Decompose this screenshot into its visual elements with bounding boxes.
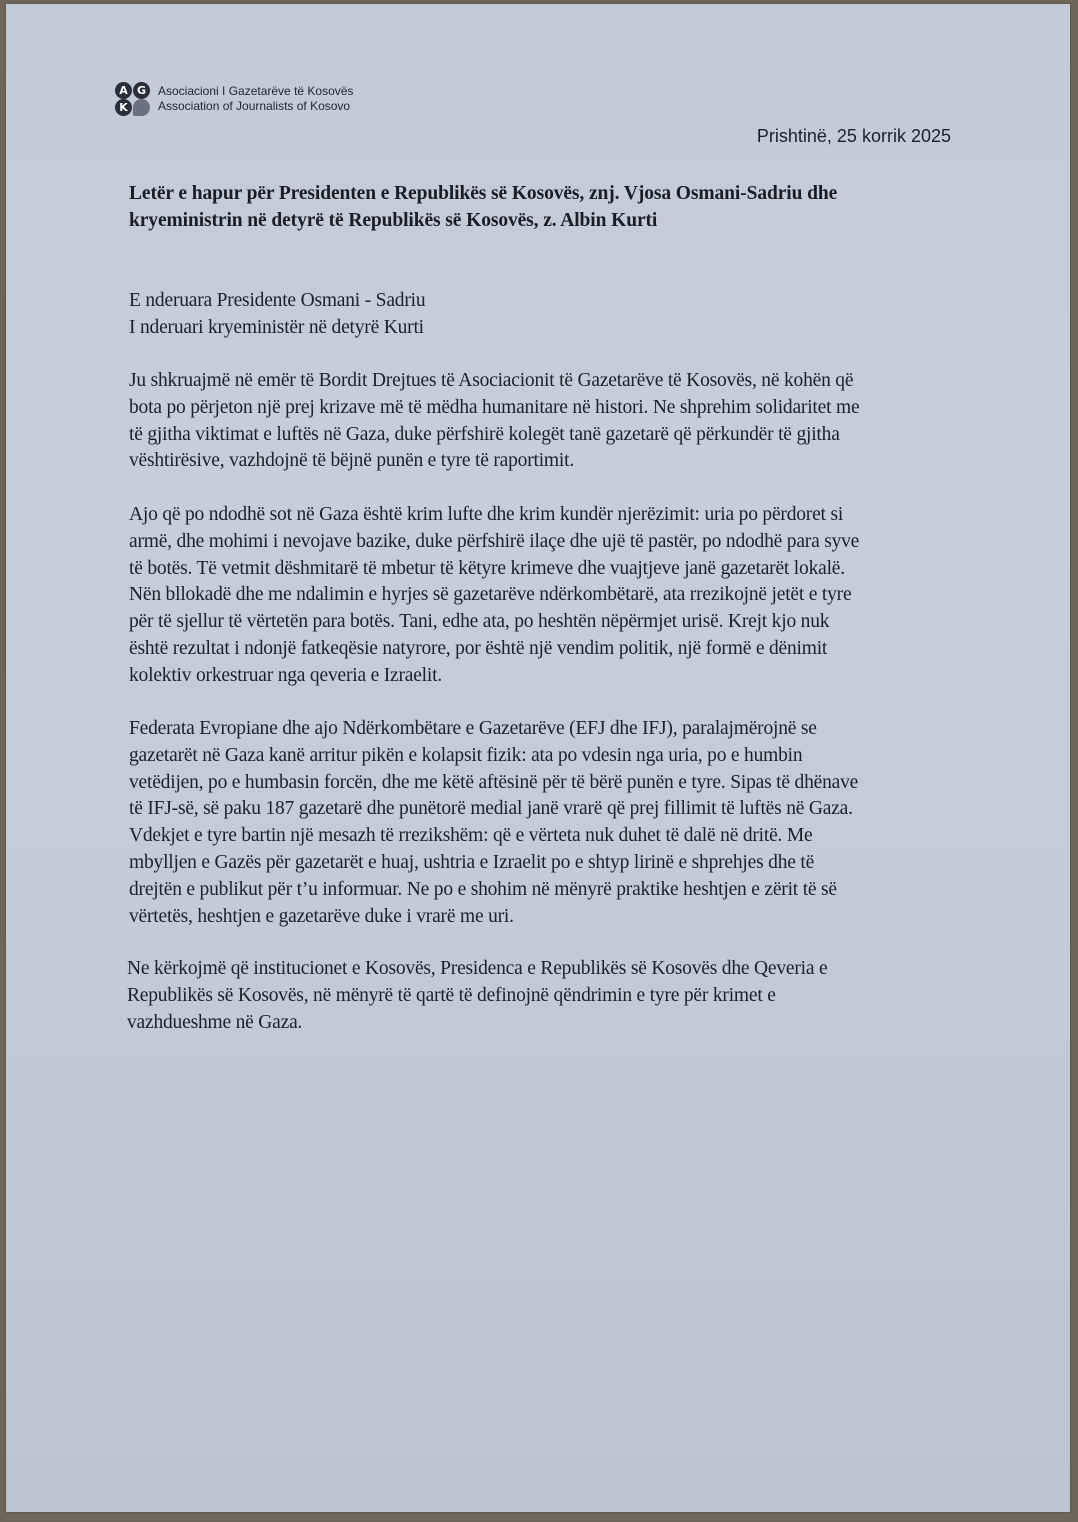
paragraph-4	[127, 956, 967, 1036]
text-line: Ne kërkojmë që institucionet e Kosovës, Presidenca e Republikës së Kosovës dhe Qeveria e	[127, 958, 828, 979]
text-line: vështirësive, vazhdojnë të bëjnë punën e tyre të raportimit.	[129, 450, 575, 472]
logo-letter-a: A	[115, 82, 132, 99]
text-line: vazhdueshme në Gaza.	[127, 1011, 303, 1033]
letter-page	[6, 4, 1070, 1512]
paragraph-1	[129, 368, 969, 475]
org-name-english: Association of Journalists of Kosovo	[158, 99, 351, 113]
logo-letter-k: K	[115, 99, 132, 116]
text-line: Nën bllokadë dhe me ndalimin e hyrjes së gazetarëve ndërkombëtarë, ata rrezikojnë jetët e tyre	[129, 584, 852, 606]
letterhead-logo	[115, 82, 353, 116]
text-line: për të sjellur të vërtetën para botës. Tani, edhe ata, po heshtën nëpërmjet urisë. Krejt kjo nuk	[129, 611, 830, 633]
paragraph-2	[129, 502, 969, 690]
text-line: Federata Evropiane dhe ajo Ndërkombëtare e Gazetarëve (EFJ dhe IFJ), paralajmërojnë se	[129, 718, 817, 739]
letter-title	[129, 180, 949, 234]
text-line: është rezultat i ndonjë fatkeqësie natyrore, por është një vendim politik, një formë e dënimit	[129, 637, 828, 659]
text-line: mbylljen e Gazës për gazetarët e huaj, ushtria e Izraelit po e shtyp lirinë e shprehjes dhe të	[129, 851, 815, 873]
text-line: vetëdijen, po e humbasin forcën, dhe me këtë aftësinë për të bërë punën e tyre. Sipas të dhënave	[129, 771, 859, 793]
text-line: vërtetës, heshtjen e gazetarëve duke i vrarë me uri.	[129, 905, 514, 927]
text-line: të botës. Të vetmit dëshmitarë të mbetur të këtyre krimeve dhe vuajtjeve janë gazetarët lokalë.	[129, 557, 845, 579]
text-line: kolektiv orkestruar nga qeveria e Izraelit.	[129, 664, 442, 686]
letter-date: Prishtinë, 25 korrik 2025	[756, 126, 951, 146]
text-line: Republikës së Kosovës, në mënyrë të qartë të definojnë qëndrimin e tyre për krimet e	[127, 984, 776, 1006]
org-name-albanian: Asociacioni I Gazetarëve të Kosovës	[158, 84, 354, 98]
salutation-line: I nderuari kryeministër në detyrë Kurti	[129, 316, 424, 338]
text-line: Vdekjet e tyre bartin një mesazh të rrezikshëm: që e vërteta nuk duhet të dalë në dritë. Me	[129, 825, 813, 847]
org-name	[158, 84, 353, 114]
text-line: Ajo që po ndodhë sot në Gaza është krim lufte dhe krim kundër njerëzimit: uria po përdoret si	[129, 504, 844, 525]
title-line: Letër e hapur për Presidenten e Republikës së Kosovës, znj. Vjosa Osmani-Sadriu dhe	[129, 183, 838, 204]
agk-logo-icon	[115, 82, 153, 116]
title-line: kryeministrin në detyrë të Republikës së Kosovës, z. Albin Kurti	[129, 210, 658, 231]
text-line: të gjitha viktimat e luftës në Gaza, duke përfshirë kolegët tanë gazetarë që përkundër të gjitha	[129, 423, 840, 445]
paragraph-3	[129, 716, 969, 930]
text-line: drejtën e publikut për t’u informuar. Ne po e shohim në mënyrë praktike heshtjen e zërit të së	[129, 878, 837, 900]
speech-bubble-icon	[133, 99, 150, 116]
text-line: të IFJ-së, së paku 187 gazetarë dhe punëtorë medial janë vrarë që prej fillimit të luftës në Gaza.	[129, 798, 853, 820]
logo-letter-g: G	[133, 82, 150, 99]
text-line: armë, dhe mohimi i nevojave bazike, duke përfshirë ilaçe dhe ujë të pastër, po ndodhë para syve	[129, 530, 860, 552]
text-line: gazetarët në Gaza kanë arritur pikën e kolapsit fizik: ata po vdesin nga uria, po e humbin	[129, 744, 803, 766]
salutation	[129, 288, 969, 342]
text-line: Ju shkruajmë në emër të Bordit Drejtues të Asociacionit të Gazetarëve të Kosovës, në kohën që	[129, 370, 854, 391]
text-line: bota po përjeton një prej krizave më të mëdha humanitare në histori. Ne shprehim solidaritet me	[129, 396, 860, 418]
salutation-line: E nderuara Presidente Osmani - Sadriu	[129, 290, 426, 311]
